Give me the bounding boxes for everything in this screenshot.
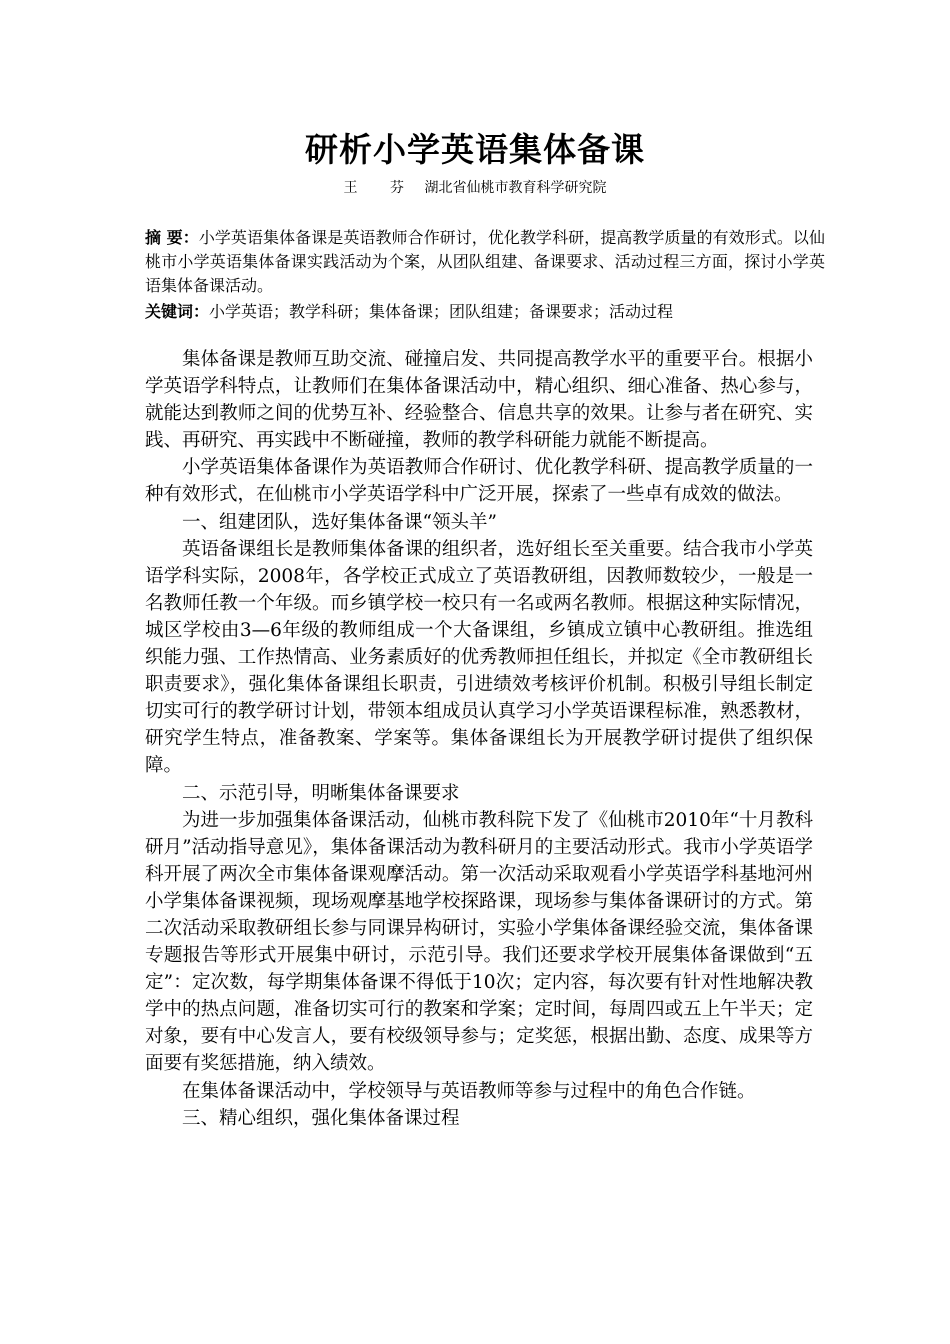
paragraph: 英语备课组长是教师集体备课的组织者，选好组长至关重要。结合我市小学英语学科实际，2008年，各学校正式成立了英语教研组，因教师数较少，一般是一名教师任教一个年级。而乡镇学校一校只有一名或两名教师。根据这种实际情况，城区学校由3—6年级的教师组成一个大备课组，乡镇成立镇中心教研组。推选组织能力强、工作热情高、业务素质好的优秀教师担任组长，并拟定《全市教研组长职责要求》，强化集体备课组长职责，引进绩效考核评价机制。积极引导组长制定切实可行的教学研讨计划，带领本组成员认真学习小学英语课程标准，熟悉教材，研究学生特点，准备教案、学案等。集体备课组长为开展教学研讨提供了组织保障。 — [145, 538, 813, 777]
paragraph: 为进一步加强集体备课活动，仙桃市教科院下发了《仙桃市2010年“十月教科研月”活动指导意见》，集体备课活动为教科研月的主要活动形式。我市小学英语学科开展了两次全市集体备课观摩活动。第一次活动采取观看小学英语学科基地河州小学集体备课视频，现场观摩基地学校探路课，现场参与集体备课研讨的方式。第二次活动采取教研组长参与同课异构研讨，实验小学集体备课经验交流，集体备课专题报告等形式开展集中研讨，示范引导。我们还要求学校开展集体备课做到“五定”：定次数，每学期集体备课不得低于10次；定内容，每次要有针对性地解决教学中的热点问题，准备切实可行的教案和学案；定时间，每周四或五上午半天；定对象，要有中心发言人，要有校级领导参与；定奖惩，根据出勤、态度、成果等方面要有奖惩措施，纳入绩效。 — [145, 809, 813, 1075]
keywords-text: 小学英语；教学科研；集体备课；团队组建；备课要求；活动过程 — [209, 302, 674, 321]
keywords — [145, 300, 825, 324]
section-heading: 三、精心组织，强化集体备课过程 — [182, 1107, 460, 1129]
section-heading: 二、示范引导，明晰集体备课要求 — [182, 782, 460, 804]
paragraph: 在集体备课活动中，学校领导与英语教师等参与过程中的角色合作链。 — [182, 1080, 756, 1102]
keywords-label: 关键词： — [145, 302, 210, 321]
abstract — [145, 226, 825, 298]
section-heading: 一、组建团队，选好集体备课“领头羊” — [182, 511, 497, 533]
body-text — [145, 346, 813, 1132]
document-title: 研析小学英语集体备课 — [305, 130, 645, 169]
author-name: 王 芬 — [343, 180, 418, 196]
author-affiliation: 湖北省仙桃市教育科学研究院 — [424, 180, 607, 196]
author-line — [0, 178, 950, 198]
abstract-text: 小学英语集体备课是英语教师合作研讨，优化教学科研，提高教学质量的有效形式。以仙桃市小学英语集体备课实践活动为个案，从团队组建、备课要求、活动过程三方面，探讨小学英语集体备课活动。 — [145, 228, 825, 295]
paragraph: 集体备课是教师互助交流、碰撞启发、共同提高教学水平的重要平台。根据小学英语学科特点，让教师们在集体备课活动中，精心组织、细心准备、热心参与，就能达到教师之间的优势互补、经验整合、信息共享的效果。让参与者在研究、实践、再研究、再实践中不断碰撞，教师的教学科研能力就能不断提高。 — [145, 349, 813, 452]
paragraph: 小学英语集体备课作为英语教师合作研讨、优化教学科研、提高教学质量的一种有效形式，在仙桃市小学英语学科中广泛开展，探索了一些卓有成效的做法。 — [145, 457, 813, 506]
abstract-label: 摘 要： — [145, 228, 199, 247]
